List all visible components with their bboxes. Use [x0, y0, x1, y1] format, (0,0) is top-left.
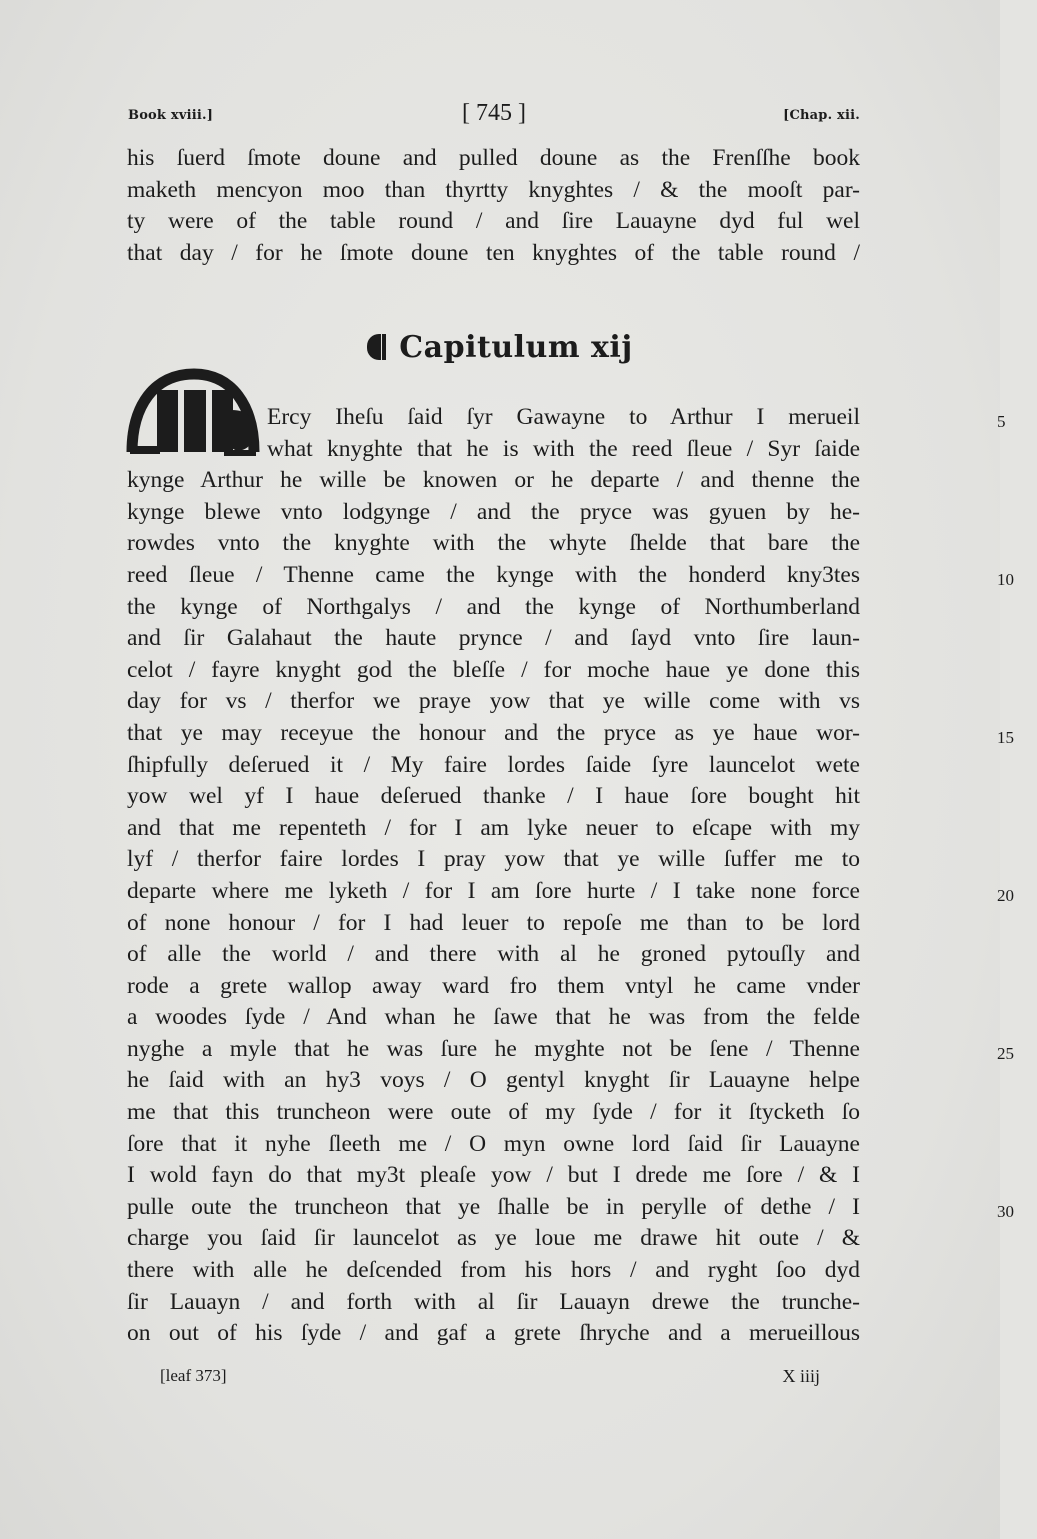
- text-line: a woodes ſyde / And whan he ſawe that he was from the felde: [127, 1004, 860, 1031]
- text-line: celot / fayre knyght god the bleſſe / for moche haue ye done this: [127, 656, 860, 683]
- running-head-chapter: [Chap. xii.: [783, 108, 860, 123]
- text-line: kynge Arthur he wille be knowen or he departe / and thenne the: [127, 467, 860, 494]
- text-line: that ye may receyue the honour and the pryce as ye haue wor-: [127, 719, 860, 746]
- line-number: 30: [997, 1202, 1014, 1221]
- signature-mark: X iiij: [782, 1366, 820, 1386]
- text-line: Ercy Iheſu ſaid ſyr Gawayne to Arthur I merueil: [267, 404, 860, 430]
- text-block-main: [127, 402, 1014, 1350]
- text-line: pulle oute the truncheon that ye ſhalle be in perylle of dethe / I: [127, 1193, 860, 1220]
- text-line: I wold fayn do that my3t pleaſe yow / but I drede me ſore / & I: [127, 1162, 860, 1189]
- text-line: of none honour / for I had leuer to repoſe me than to be lord: [127, 909, 860, 936]
- text-line: reed ſleue / Thenne came the kynge with the honderd kny3tes: [127, 561, 860, 588]
- chapter-heading-text: Capitulum xij: [399, 330, 633, 365]
- chapter-heading: [0, 330, 1000, 365]
- text-line: nyghe a myle that he was ſure he myghte not be ſene / Thenne: [127, 1035, 860, 1062]
- line-number: 20: [997, 886, 1014, 905]
- text-line: maketh mencyon moo than thyrtty knyghtes / & the mooſt par-: [127, 176, 860, 203]
- text-block-top: [127, 143, 860, 269]
- pilcrow-icon: [367, 334, 387, 360]
- line-number: 25: [997, 1044, 1014, 1063]
- running-head-book: Book xviii.]: [128, 108, 214, 123]
- text-line: lyf / therfor faire lordes I pray yow that ye wille ſuffer me to: [127, 846, 860, 873]
- text-line: of alle the world / and there with al he groned pytouſly and: [127, 941, 860, 968]
- body-lines: [127, 465, 860, 1350]
- text-line: rode a grete wallop away ward fro them vntyl he came vnder: [127, 972, 860, 999]
- text-line: ty were of the table round / and ſire Lauayne dyd ful wel: [127, 208, 860, 235]
- text-line: on out of his ſyde / and gaf a grete ſhryche and a merueillous: [127, 1320, 860, 1347]
- text-line: me that this truncheon were oute of my ſyde / for it ſtycketh ſo: [127, 1099, 860, 1126]
- text-line: ſir Lauayn / and forth with al ſir Lauayn drewe the trunche-: [127, 1288, 860, 1315]
- running-head: [128, 100, 860, 134]
- text-line: ſhipfully deſerued it / My faire lordes ſaide ſyre launcelot wete: [127, 751, 860, 778]
- leaf-number: [leaf 373]: [160, 1366, 227, 1385]
- text-line: what knyghte that he is with the reed ſleue / Syr ſaide: [267, 435, 860, 462]
- text-line: kynge blewe vnto lodgynge / and the pryce was gyuen by he-: [127, 498, 860, 525]
- text-line: day for vs / therfor we praye yow that ye wille come with vs: [127, 688, 860, 715]
- text-line: charge you ſaid ſir launcelot as ye loue me drawe hit oute / &: [127, 1225, 860, 1252]
- page-number: [ 745 ]: [462, 100, 526, 126]
- text-line: departe where me lyketh / for I am ſore hurte / I take none force: [127, 877, 860, 904]
- text-line: he ſaid with an hy3 voys / O gentyl knyght ſir Lauayne helpe: [127, 1067, 860, 1094]
- line-number: 5: [997, 412, 1006, 431]
- text-line: that day / for he ſmote doune ten knyghtes of the table round /: [127, 239, 860, 266]
- line-number: 10: [997, 570, 1014, 589]
- text-line: rowdes vnto the knyghte with the whyte ſhelde that bare the: [127, 530, 860, 557]
- text-line: and ſir Galahaut the haute prynce / and ſayd vnto ſire laun-: [127, 625, 860, 652]
- text-line: yow wel yf I haue deſerued thanke / I haue ſore bought hit: [127, 783, 860, 810]
- text-line: his ſuerd ſmote doune and pulled doune as the Frenſſhe book: [127, 145, 860, 171]
- text-line: ſore that it nyhe ſleeth me / O myn owne lord ſaid ſir Lauayne: [127, 1130, 860, 1157]
- line-number: 15: [997, 728, 1014, 747]
- text-line: the kynge of Northgalys / and the kynge of Northumberland: [127, 593, 860, 620]
- initial-letter-text: M: [129, 378, 131, 379]
- text-line: and that me repenteth / for I am lyke neuer to eſcape with my: [127, 814, 860, 841]
- page-footer: [160, 1366, 820, 1396]
- text-line: there with alle he deſcended from his hors / and ryght ſoo dyd: [127, 1257, 860, 1284]
